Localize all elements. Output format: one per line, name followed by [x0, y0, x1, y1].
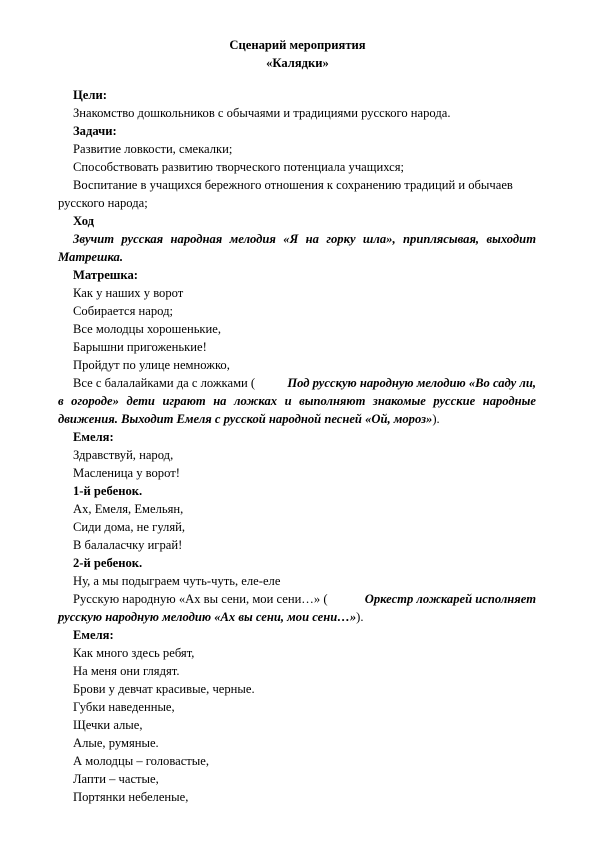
- stage-direction-line: [58, 412, 536, 426]
- stage-direction: Матрешка.: [58, 250, 124, 264]
- goals-heading: Цели:: [73, 88, 107, 102]
- verse-line: Собирается народ;: [73, 304, 173, 318]
- verse-text: Русскую народную «Ах вы сени, мои сени…» (: [73, 592, 328, 606]
- verse-line: Все молодцы хорошенькие,: [73, 322, 222, 336]
- verse-line: Как много здесь ребят,: [73, 646, 195, 660]
- stage-direction-close: ).: [432, 412, 440, 426]
- stage-direction: Под русскую народную мелодию «Во саду ли,: [287, 376, 536, 390]
- verse-line: Портянки небеленые,: [73, 790, 189, 804]
- verse-line: Щечки алые,: [73, 718, 143, 732]
- goals-text: Знакомство дошкольников с обычаями и традициями русского народа.: [73, 106, 451, 120]
- verse-text: Все с балалайками да с ложками (: [73, 376, 256, 390]
- stage-direction-close: ).: [356, 610, 364, 624]
- verse-line: Здравствуй, народ,: [73, 448, 174, 462]
- verse-line: Масленица у ворот!: [73, 466, 180, 480]
- verse-line: А молодцы – головастые,: [73, 754, 209, 768]
- task-item-continued: русского народа;: [58, 196, 148, 210]
- course-heading: Ход: [73, 214, 95, 228]
- speaker-label: Матрешка:: [73, 268, 138, 282]
- page-title: Сценарий мероприятия: [229, 38, 366, 52]
- verse-line: Алые, румяные.: [73, 736, 159, 750]
- speaker-label: Емеля:: [73, 628, 114, 642]
- stage-direction-line: [58, 610, 536, 624]
- verse-line: Барышни пригоженькие!: [73, 340, 207, 354]
- speaker-label: 2-й ребенок.: [73, 556, 143, 570]
- tasks-heading: Задачи:: [73, 124, 117, 138]
- stage-direction: движения. Выходит Емеля с русской народной песней «Ой, мороз»: [58, 412, 433, 426]
- verse-line-with-direction: [73, 376, 536, 390]
- verse-line: Ну, а мы подыграем чуть-чуть, еле-еле: [73, 574, 281, 588]
- verse-line: Лапти – частые,: [73, 772, 159, 786]
- verse-line: Как у наших у ворот: [73, 286, 184, 300]
- stage-direction: русскую народную мелодию «Ах вы сени, мои сени…»: [58, 610, 357, 624]
- task-item: Воспитание в учащихся бережного отношения к сохранению традиций и обычаев: [73, 178, 513, 192]
- page-subtitle: «Калядки»: [266, 56, 329, 70]
- stage-direction: Оркестр ложкарей исполняет: [364, 592, 536, 606]
- speaker-label: 1-й ребенок.: [73, 484, 143, 498]
- verse-line: Губки наведенные,: [73, 700, 175, 714]
- task-item: Способствовать развитию творческого потенциала учащихся;: [73, 160, 405, 174]
- verse-line: Сиди дома, не гуляй,: [73, 520, 186, 534]
- verse-line: В балаласчку играй!: [73, 538, 183, 552]
- verse-line: Ах, Емеля, Емельян,: [73, 502, 184, 516]
- speaker-label: Емеля:: [73, 430, 114, 444]
- stage-direction: в огороде» дети играют на ложках и выполняют знакомые русские народные: [58, 394, 536, 408]
- verse-line: Пройдут по улице немножко,: [73, 358, 230, 372]
- task-item: Развитие ловкости, смекалки;: [73, 142, 233, 156]
- verse-line: На меня они глядят.: [73, 664, 180, 678]
- verse-line-with-direction: [73, 592, 536, 606]
- stage-direction: Звучит русская народная мелодия «Я на горку шла», приплясывая, выходит: [73, 232, 536, 246]
- verse-line: Брови у девчат красивые, черные.: [73, 682, 255, 696]
